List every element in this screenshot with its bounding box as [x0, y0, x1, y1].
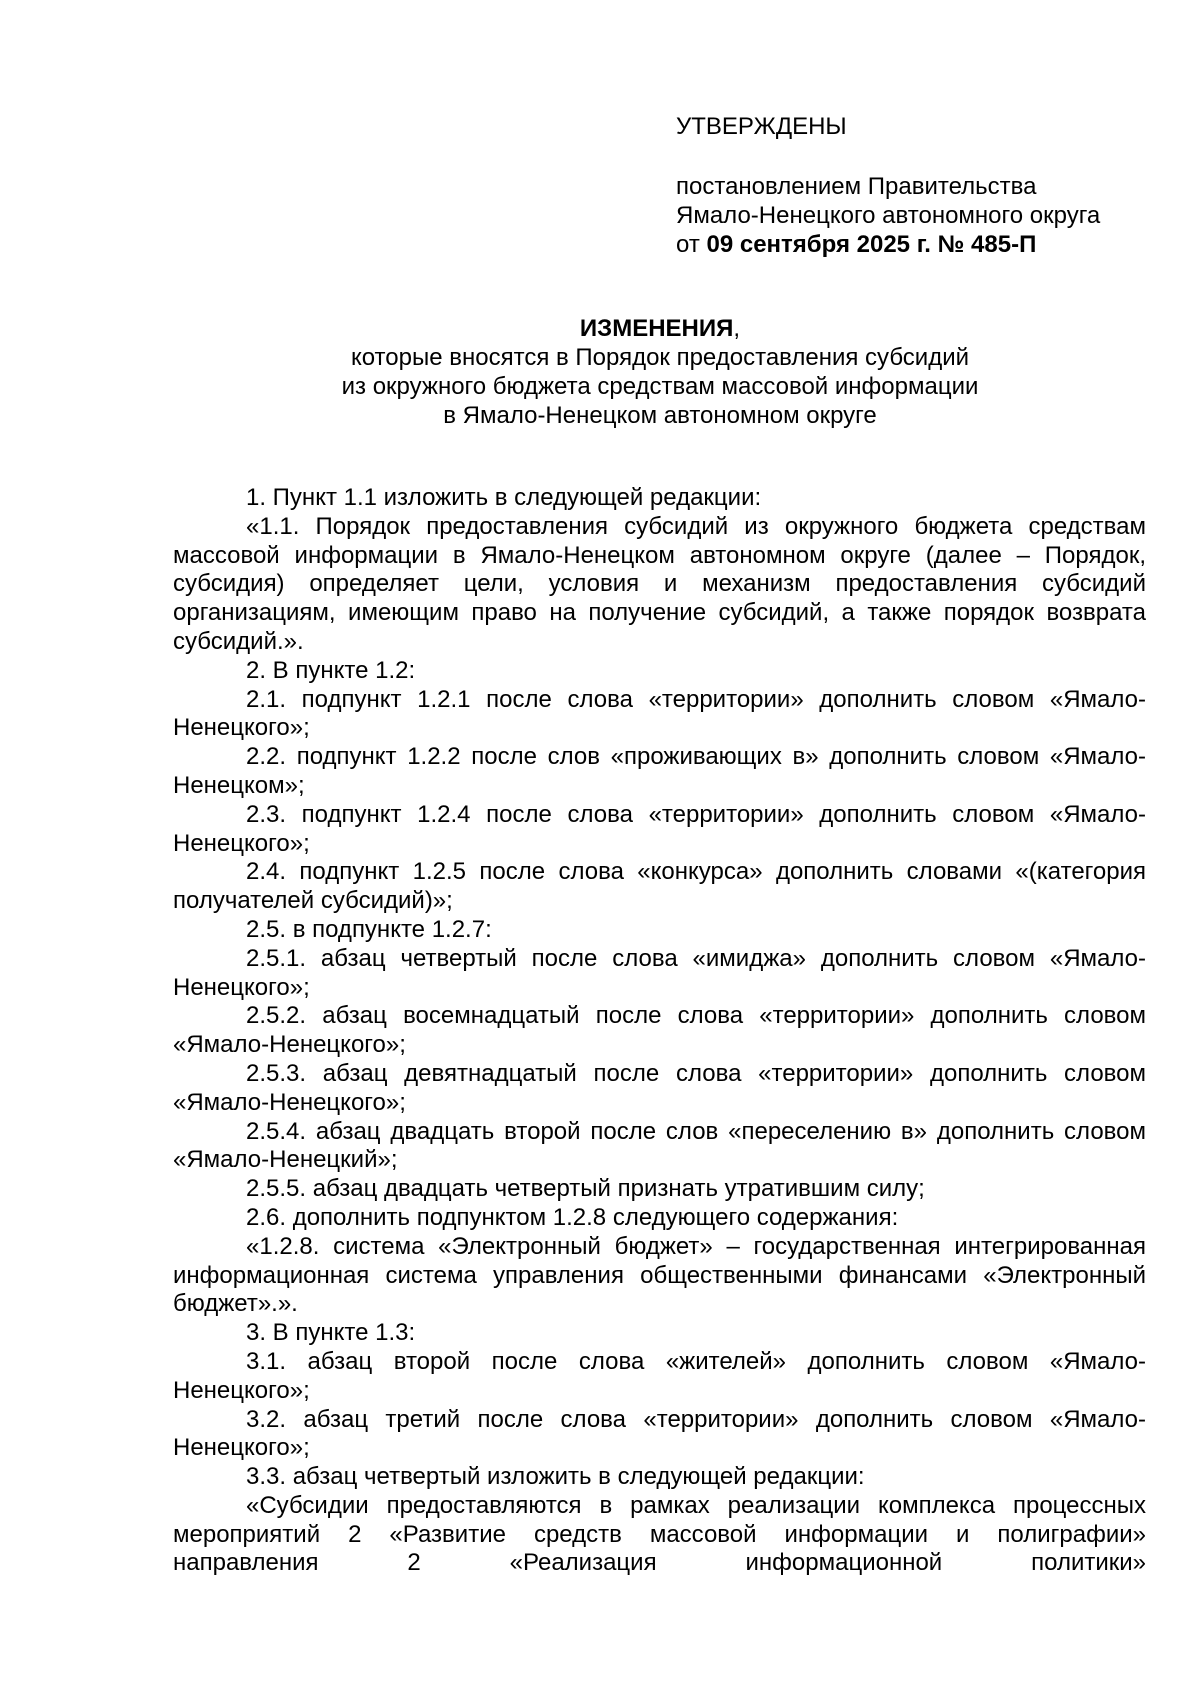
- document-title: ИЗМЕНЕНИЯ: [579, 315, 734, 342]
- paragraph: 2.2. подпункт 1.2.2 после слов «проживающих в» дополнить словом «Ямало-Ненецком»;: [173, 743, 1146, 799]
- paragraph: 1. Пункт 1.1 изложить в следующей редакции:: [246, 484, 762, 511]
- document-subtitle-3: в Ямало-Ненецком автономном округе: [443, 402, 877, 429]
- approval-block: [676, 112, 1146, 259]
- paragraph: 2.5. в подпункте 1.2.7:: [246, 915, 492, 943]
- paragraph: 2.5.2. абзац восемнадцатый после слова «территории» дополнить словом «Ямало-Ненецкого»;: [173, 1002, 1146, 1059]
- document-body: [173, 484, 1146, 1578]
- approval-stamp: УТВЕРЖДЕНЫ: [676, 113, 847, 140]
- paragraph: 2.5.4. абзац двадцать второй после слов «переселению в» дополнить словом «Ямало-Ненецкий»;: [173, 1117, 1146, 1174]
- document-title-line: [160, 314, 1160, 343]
- paragraph: 2.3. подпункт 1.2.4 после слова «территории» дополнить словом «Ямало-Ненецкого»;: [173, 800, 1146, 857]
- document-heading: [160, 314, 1160, 430]
- paragraph: 3. В пункте 1.3:: [246, 1319, 416, 1347]
- paragraph: 2.4. подпункт 1.2.5 после слова «конкурса» дополнить словами «(категория получателей субсидий)»;: [173, 858, 1146, 915]
- paragraph: 3.1. абзац второй после слова «жителей» дополнить словом «Ямало-Ненецкого»;: [173, 1347, 1146, 1404]
- approval-date-prefix: от: [676, 231, 707, 258]
- approval-line-2: Ямало-Ненецкого автономного округа: [676, 202, 1101, 229]
- document-subtitle-2: из окружного бюджета средствам массовой информации: [341, 373, 979, 400]
- paragraph: «1.2.8. система «Электронный бюджет» – государственная интегрированная информационная система управления общественными финансами «Электронный бюджет».».: [173, 1232, 1146, 1318]
- paragraph: 2.1. подпункт 1.2.1 после слова «территории» дополнить словом «Ямало-Ненецкого»;: [173, 685, 1146, 742]
- paragraph: 2.5.3. абзац девятнадцатый после слова «территории» дополнить словом «Ямало-Ненецкого»;: [173, 1059, 1146, 1116]
- paragraph: 2.6. дополнить подпунктом 1.2.8 следующего содержания:: [246, 1203, 899, 1231]
- paragraph: 2.5.5. абзац двадцать четвертый признать утратившим силу;: [246, 1175, 925, 1203]
- paragraph: 3.2. абзац третий после слова «территории» дополнить словом «Ямало-Ненецкого»;: [173, 1405, 1146, 1462]
- approval-date-number: 09 сентября 2025 г. № 485-П: [706, 231, 1037, 258]
- approval-date-line: [676, 230, 1146, 259]
- paragraph: 2.5.1. абзац четвертый после слова «имиджа» дополнить словом «Ямало-Ненецкого»;: [173, 944, 1146, 1001]
- document-subtitle-1: которые вносятся в Порядок предоставления субсидий: [350, 344, 970, 371]
- document-title-suffix: ,: [733, 315, 741, 342]
- paragraph: 3.3. абзац четвертый изложить в следующей редакции:: [246, 1463, 865, 1491]
- paragraph: «Субсидии предоставляются в рамках реализации комплекса процессных мероприятий 2 «Развитие средств массовой информации и полиграфии» направления 2 «Реализация информационной политики»: [173, 1491, 1146, 1577]
- approval-line-1: постановлением Правительства: [676, 173, 1037, 200]
- paragraph: 2. В пункте 1.2:: [246, 656, 416, 684]
- paragraph: «1.1. Порядок предоставления субсидий из окружного бюджета средствам массовой информации в Ямало-Ненецком автономном округе (далее – Порядок, субсидия) определяет цели, условия и механизм предоставления субсидий организациям, имеющим право на получение субсидий, а также порядок возврата субсидий.».: [173, 512, 1146, 655]
